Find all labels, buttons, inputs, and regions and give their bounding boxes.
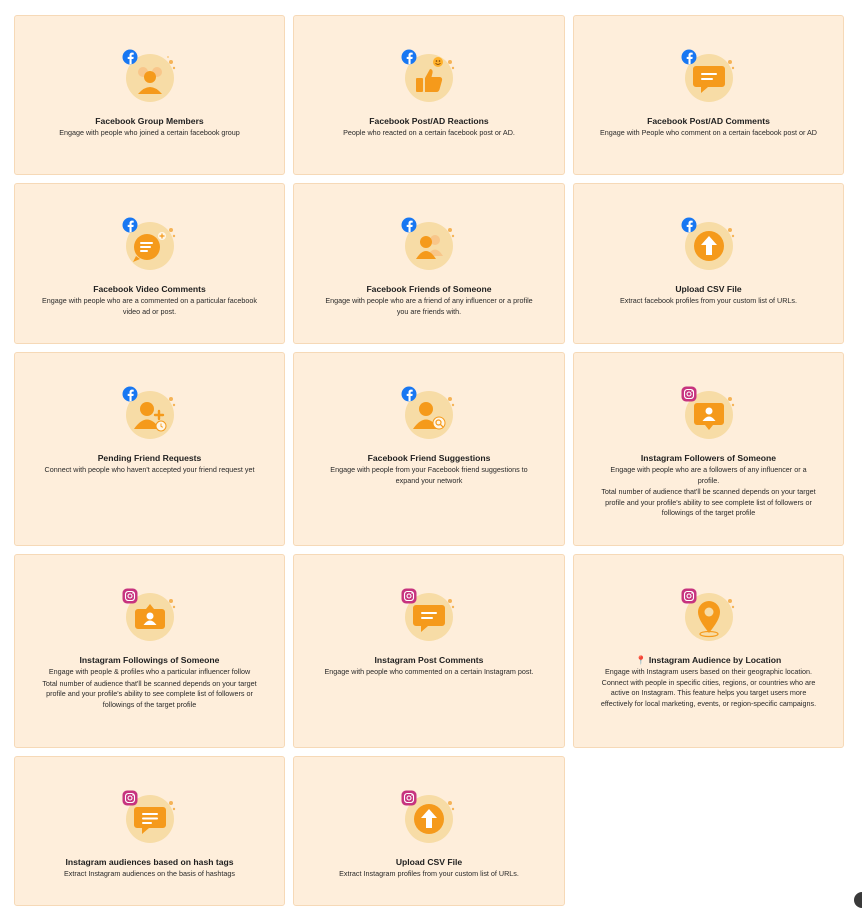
card-facebook-video-comments[interactable] <box>14 183 285 344</box>
upload-arrow-icon <box>679 214 739 274</box>
location-pin-icon <box>679 585 739 645</box>
post-comment-icon <box>399 585 459 645</box>
card-description: Engage with people & profiles who a particular influencer follow <box>48 667 251 676</box>
card-instagram-followings-of-someone[interactable] <box>14 554 285 748</box>
card-title: Upload CSV File <box>675 284 742 294</box>
card-description: Extract Instagram audiences on the basis of hashtags <box>63 869 235 878</box>
video-comment-icon <box>120 214 180 274</box>
card-facebook-group-members[interactable] <box>14 15 285 175</box>
followers-profile-icon <box>679 383 739 443</box>
card-facebook-friend-suggestions[interactable] <box>293 352 565 546</box>
card-note: Total number of audience that'll be scanned depends on your target profile and your profile's ability to see complete list of followers or followings of the target profile <box>601 487 816 517</box>
location-pin-emoji-icon: 📍 <box>635 655 647 665</box>
card-title: Instagram Followers of Someone <box>640 453 777 463</box>
card-pending-friend-requests[interactable] <box>14 352 285 546</box>
card-facebook-post-ad-comments[interactable] <box>573 15 844 175</box>
upload-arrow-icon <box>399 787 459 847</box>
pending-friend-request-icon <box>120 383 180 443</box>
card-title: Facebook Video Comments <box>93 284 206 294</box>
card-title: Pending Friend Requests <box>97 453 202 463</box>
card-description: Engage with People who comment on a certain facebook post or AD <box>600 128 817 137</box>
comment-bubble-icon <box>679 46 739 106</box>
card-description: Engage with people from your Facebook friend suggestions to expand your network <box>330 465 528 485</box>
card-title: Instagram audiences based on hash tags <box>65 857 234 867</box>
card-description: People who reacted on a certain facebook post or AD. <box>343 128 515 137</box>
card-upload-csv-instagram[interactable] <box>293 756 565 906</box>
floating-chat-button[interactable] <box>854 892 862 908</box>
card-facebook-post-ad-reactions[interactable] <box>293 15 565 175</box>
hashtag-comment-icon <box>120 787 180 847</box>
thumbs-up-reaction-icon <box>399 46 459 106</box>
card-instagram-post-comments[interactable] <box>293 554 565 748</box>
card-title: Upload CSV File <box>395 857 463 867</box>
card-description: Engage with people who are a followers of any influencer or a profile. <box>610 465 807 485</box>
card-description: Extract facebook profiles from your custom list of URLs. <box>620 296 797 305</box>
card-title: Facebook Post/AD Comments <box>647 116 770 126</box>
card-title: Facebook Post/AD Reactions <box>369 116 489 126</box>
card-description: Extract Instagram profiles from your custom list of URLs. <box>339 869 519 878</box>
card-instagram-audience-by-location[interactable] <box>573 554 844 748</box>
card-title-text: Instagram Audience by Location <box>648 655 782 665</box>
card-description: Engage with Instagram users based on their geographic location. Connect with people in specific cities, regions, or countries who are active on Instagram. This feature helps you target users more effectively for local marketing, events, or region-specific campaigns. <box>600 667 817 708</box>
card-facebook-friends-of-someone[interactable] <box>293 183 565 344</box>
followings-profile-icon <box>120 585 180 645</box>
card-description: Connect with people who haven't accepted your friend request yet <box>44 465 255 474</box>
card-description: Engage with people who are a friend of any influencer or a profile you are friends with. <box>325 296 533 316</box>
card-upload-csv-facebook[interactable] <box>573 183 844 344</box>
card-title: Facebook Friend Suggestions <box>367 453 491 463</box>
friends-icon <box>399 214 459 274</box>
card-description: Engage with people who joined a certain facebook group <box>59 128 240 137</box>
card-title: Instagram Post Comments <box>374 655 484 665</box>
group-members-icon <box>120 46 180 106</box>
card-title: Facebook Group Members <box>95 116 204 126</box>
audience-source-grid <box>14 15 844 906</box>
card-title: Facebook Friends of Someone <box>366 284 492 294</box>
card-description: Engage with people who commented on a certain Instagram post. <box>324 667 534 676</box>
card-description: Engage with people who are a commented on a particular facebook video ad or post. <box>42 296 257 316</box>
card-title <box>636 655 782 666</box>
card-note: Total number of audience that'll be scanned depends on your target profile and your profile's ability to see complete list of followers or followings of the target profile <box>42 678 257 709</box>
card-title: Instagram Followings of Someone <box>79 655 220 665</box>
friend-search-icon <box>399 383 459 443</box>
card-instagram-followers-of-someone[interactable] <box>573 352 844 546</box>
card-instagram-hashtag-audiences[interactable] <box>14 756 285 906</box>
